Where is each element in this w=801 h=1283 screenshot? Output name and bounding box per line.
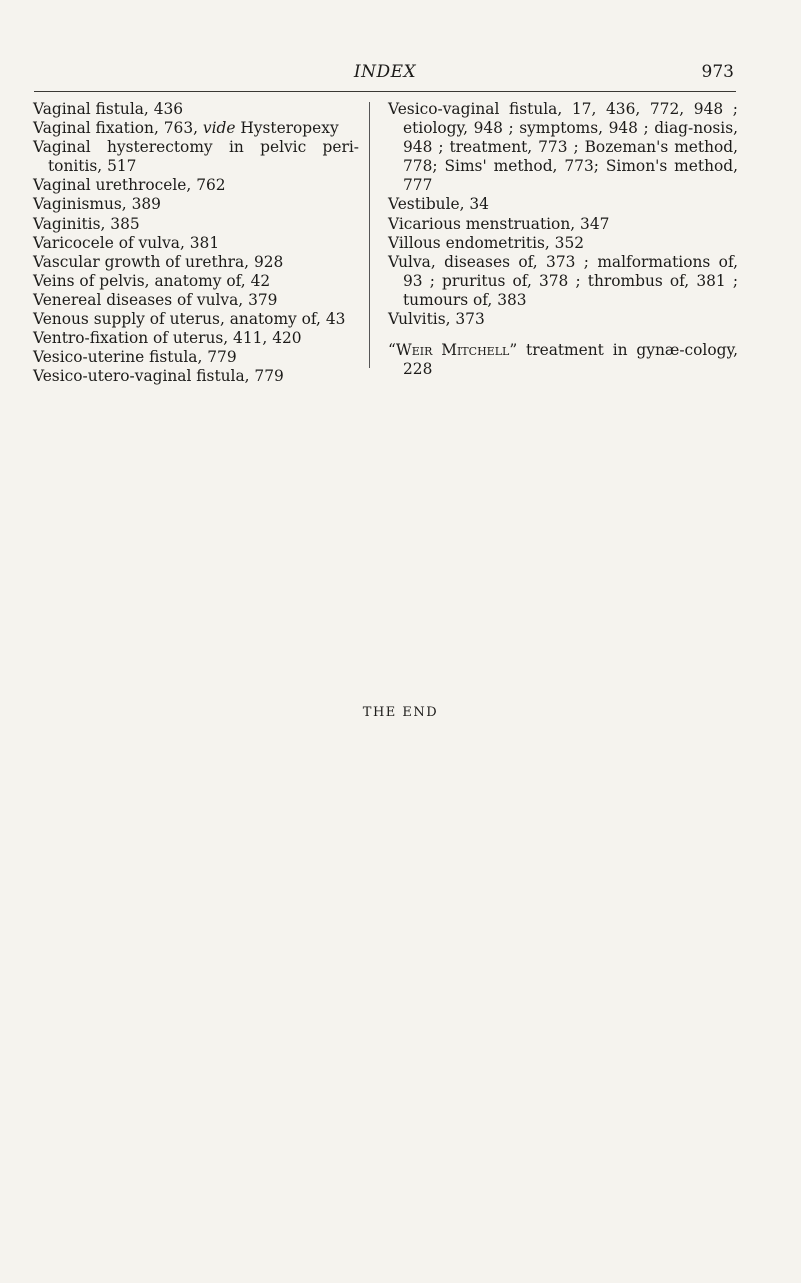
index-entry: Vulva, diseases of, 373 ; malformations of, 93 ; pruritus of, 378 ; thrombus of, 381 ; tumours of, 383	[388, 252, 738, 309]
index-entry: Vicarious menstruation, 347	[388, 214, 610, 233]
weir-mitchell-rest: ” treatment in gynæ-cology, 228	[403, 341, 738, 379]
index-entry: Vaginal hysterectomy in pelvic peri-tonitis, 517	[33, 138, 359, 176]
index-entry: Varicocele of vulva, 381	[33, 233, 220, 252]
the-end: THE END	[362, 705, 439, 720]
index-entry: Vestibule, 34	[388, 195, 489, 214]
index-entry: Vulvitis, 373	[388, 310, 485, 329]
column-divider	[369, 102, 370, 368]
index-entry: Vesico-vaginal fistula, 17, 436, 772, 948 ; etiology, 948 ; symptoms, 948 ; diag-nosis, 948 ; treatment, 773 ; Bozeman's method, 778; Sims' method, 773; Simon's method, 777	[388, 100, 738, 195]
index-entry-weir-mitchell	[388, 341, 738, 379]
index-entry: Veins of pelvis, anatomy of, 42	[33, 271, 271, 290]
open-quote: “	[388, 341, 396, 360]
index-entry: Venous supply of uterus, anatomy of, 43	[33, 310, 346, 329]
index-entry: Vesico-uterine fistula, 779	[33, 348, 237, 367]
index-entry: Venereal diseases of vulva, 379	[33, 290, 278, 309]
index-entry: Villous endometritis, 352	[388, 233, 585, 252]
index-entry: Vaginal fixation, 763, vide Hysteropexy	[33, 119, 339, 138]
index-entry: Vesico-utero-vaginal fistula, 779	[33, 367, 284, 386]
running-head	[36, 62, 734, 90]
left-column	[33, 100, 359, 386]
index-entry: Ventro-fixation of uterus, 411, 420	[33, 329, 302, 348]
index-entry: Vaginitis, 385	[33, 214, 140, 233]
right-column	[388, 100, 738, 379]
index-entry: Vaginal urethrocele, 762	[33, 176, 226, 195]
index-entry: Vaginal fistula, 436	[33, 100, 184, 118]
page-number: 973	[701, 62, 734, 82]
index-entry: Vaginismus, 389	[33, 195, 161, 214]
entry-gap	[388, 329, 738, 341]
index-entry: Vascular growth of urethra, 928	[33, 252, 284, 271]
header-rule	[34, 91, 736, 92]
page-title: INDEX	[353, 62, 417, 82]
weir-mitchell-name: Weir Mitchell	[395, 341, 510, 360]
